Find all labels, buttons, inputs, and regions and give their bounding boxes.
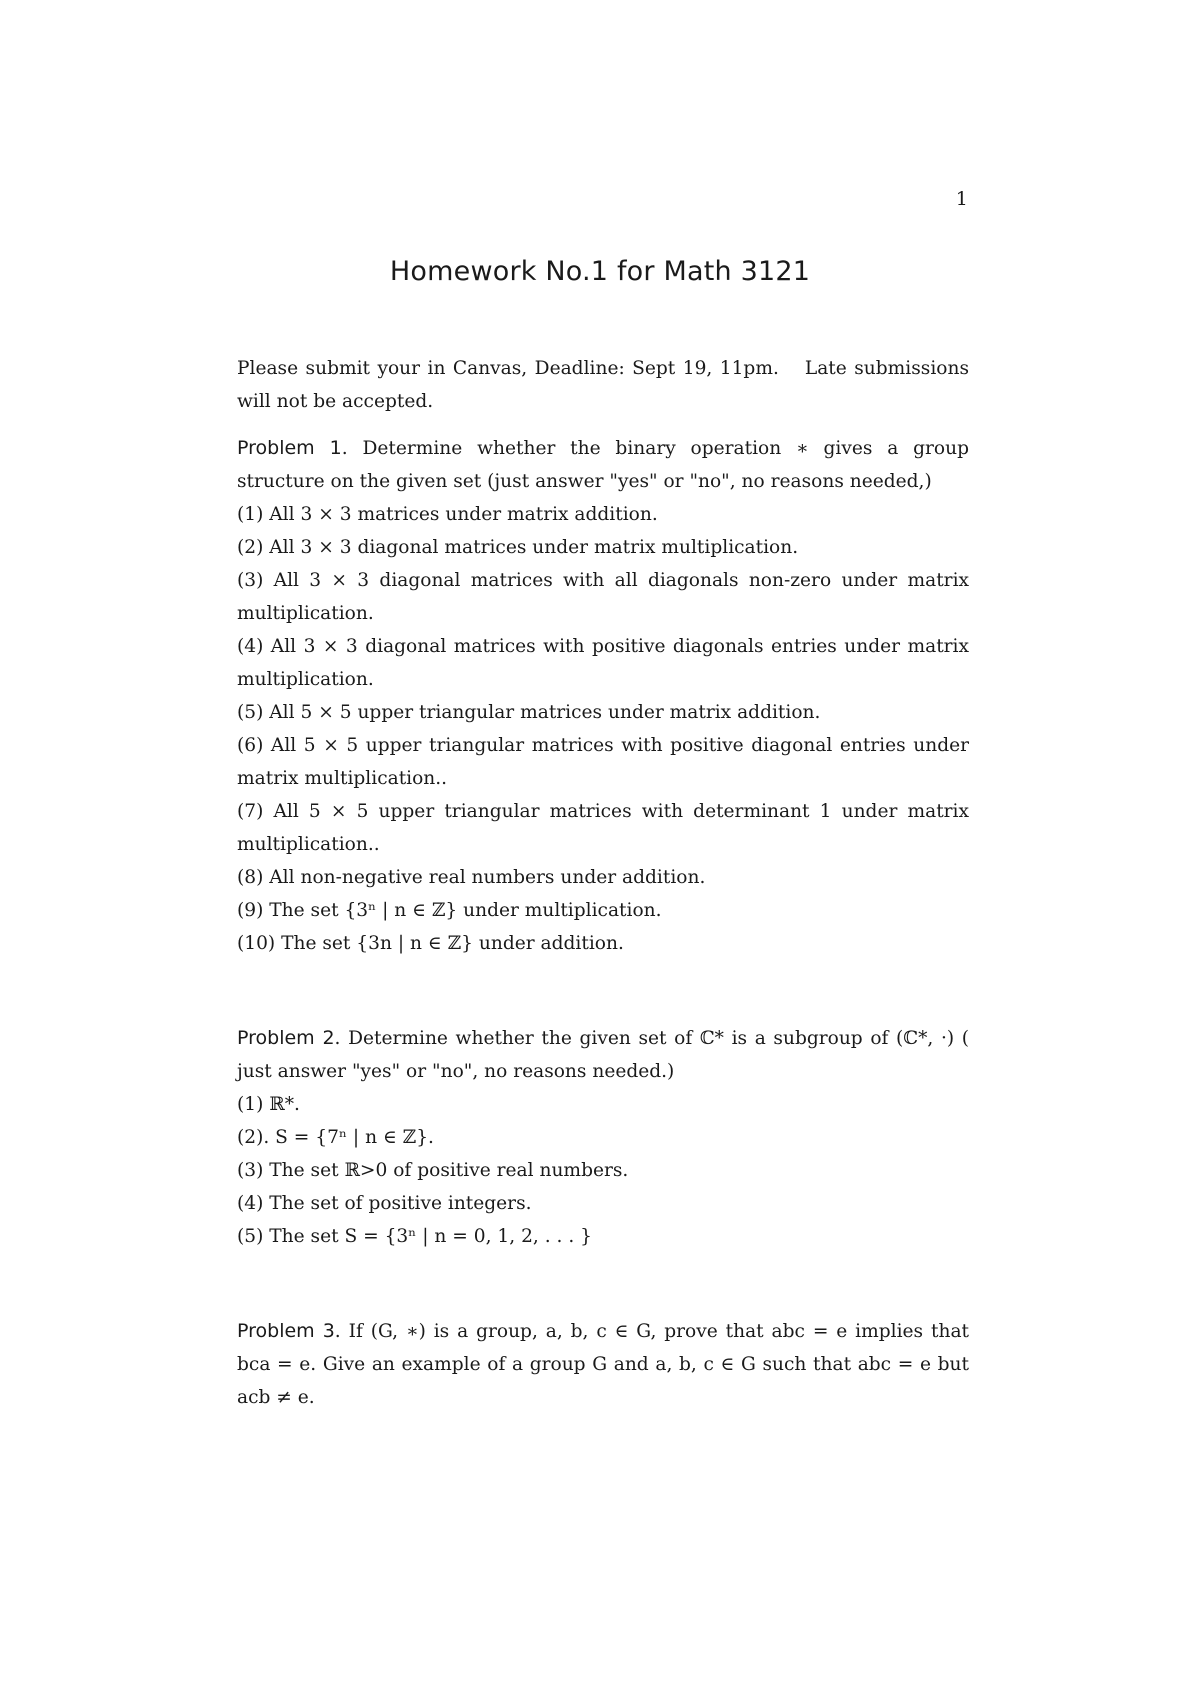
problem-3 [237, 1315, 969, 1414]
problem-2 [237, 1022, 969, 1253]
list-item: (2) All 3 × 3 diagonal matrices under matrix multiplication. [237, 537, 799, 558]
instructions-deadline: Please submit your in Canvas, Deadline: Sept 19, 11pm. [237, 358, 779, 379]
list-item: (9) The set {3ⁿ | n ∈ ℤ} under multiplication. [237, 900, 662, 921]
list-item: (3) All 3 × 3 diagonal matrices with all diagonals non-zero under matrix multiplication. [237, 570, 969, 624]
list-item: (4) The set of positive integers. [237, 1193, 532, 1214]
instructions-late-policy: Late submissions will not be accepted. [237, 358, 969, 412]
list-item: (10) The set {3n | n ∈ ℤ} under addition. [237, 933, 624, 954]
list-item: (8) All non-negative real numbers under addition. [237, 867, 706, 888]
submission-instructions [237, 352, 969, 418]
problem-3-statement: . If (G, ∗) is a group, a, b, c ∈ G, prove that abc = e implies that bca = e. Give an example of a group G and a, b, c ∈ G such that abc = e but acb ≠ e. [237, 1321, 969, 1408]
list-item: (2). S = {7ⁿ | n ∈ ℤ}. [237, 1127, 434, 1148]
list-item: (1) ℝ*. [237, 1094, 300, 1115]
list-item: (1) All 3 × 3 matrices under matrix addition. [237, 504, 658, 525]
list-item: (5) All 5 × 5 upper triangular matrices under matrix addition. [237, 702, 821, 723]
problem-1 [237, 432, 969, 960]
problem-3-label: Problem 3 [237, 1320, 335, 1342]
list-item: (7) All 5 × 5 upper triangular matrices with determinant 1 under matrix multiplication.. [237, 801, 969, 855]
problem-2-statement: . Determine whether the given set of ℂ* is a subgroup of (ℂ*, ·) ( just answer "yes" or "no", no reasons needed.) [237, 1028, 970, 1082]
list-item: (5) The set S = {3ⁿ | n = 0, 1, 2, . . . } [237, 1226, 593, 1247]
problem-1-statement: . Determine whether the binary operation ∗ gives a group structure on the given set (just answer "yes" or "no", no reasons needed,) [237, 438, 969, 492]
page-number: 1 [955, 188, 968, 210]
list-item: (3) The set ℝ>0 of positive real numbers. [237, 1160, 629, 1181]
problem-1-label: Problem 1 [237, 437, 342, 459]
page-title: Homework No.1 for Math 3121 [389, 256, 811, 287]
list-item: (4) All 3 × 3 diagonal matrices with positive diagonals entries under matrix multiplication. [237, 636, 969, 690]
list-item: (6) All 5 × 5 upper triangular matrices with positive diagonal entries under matrix multiplication.. [237, 735, 969, 789]
problem-2-label: Problem 2 [237, 1027, 335, 1049]
